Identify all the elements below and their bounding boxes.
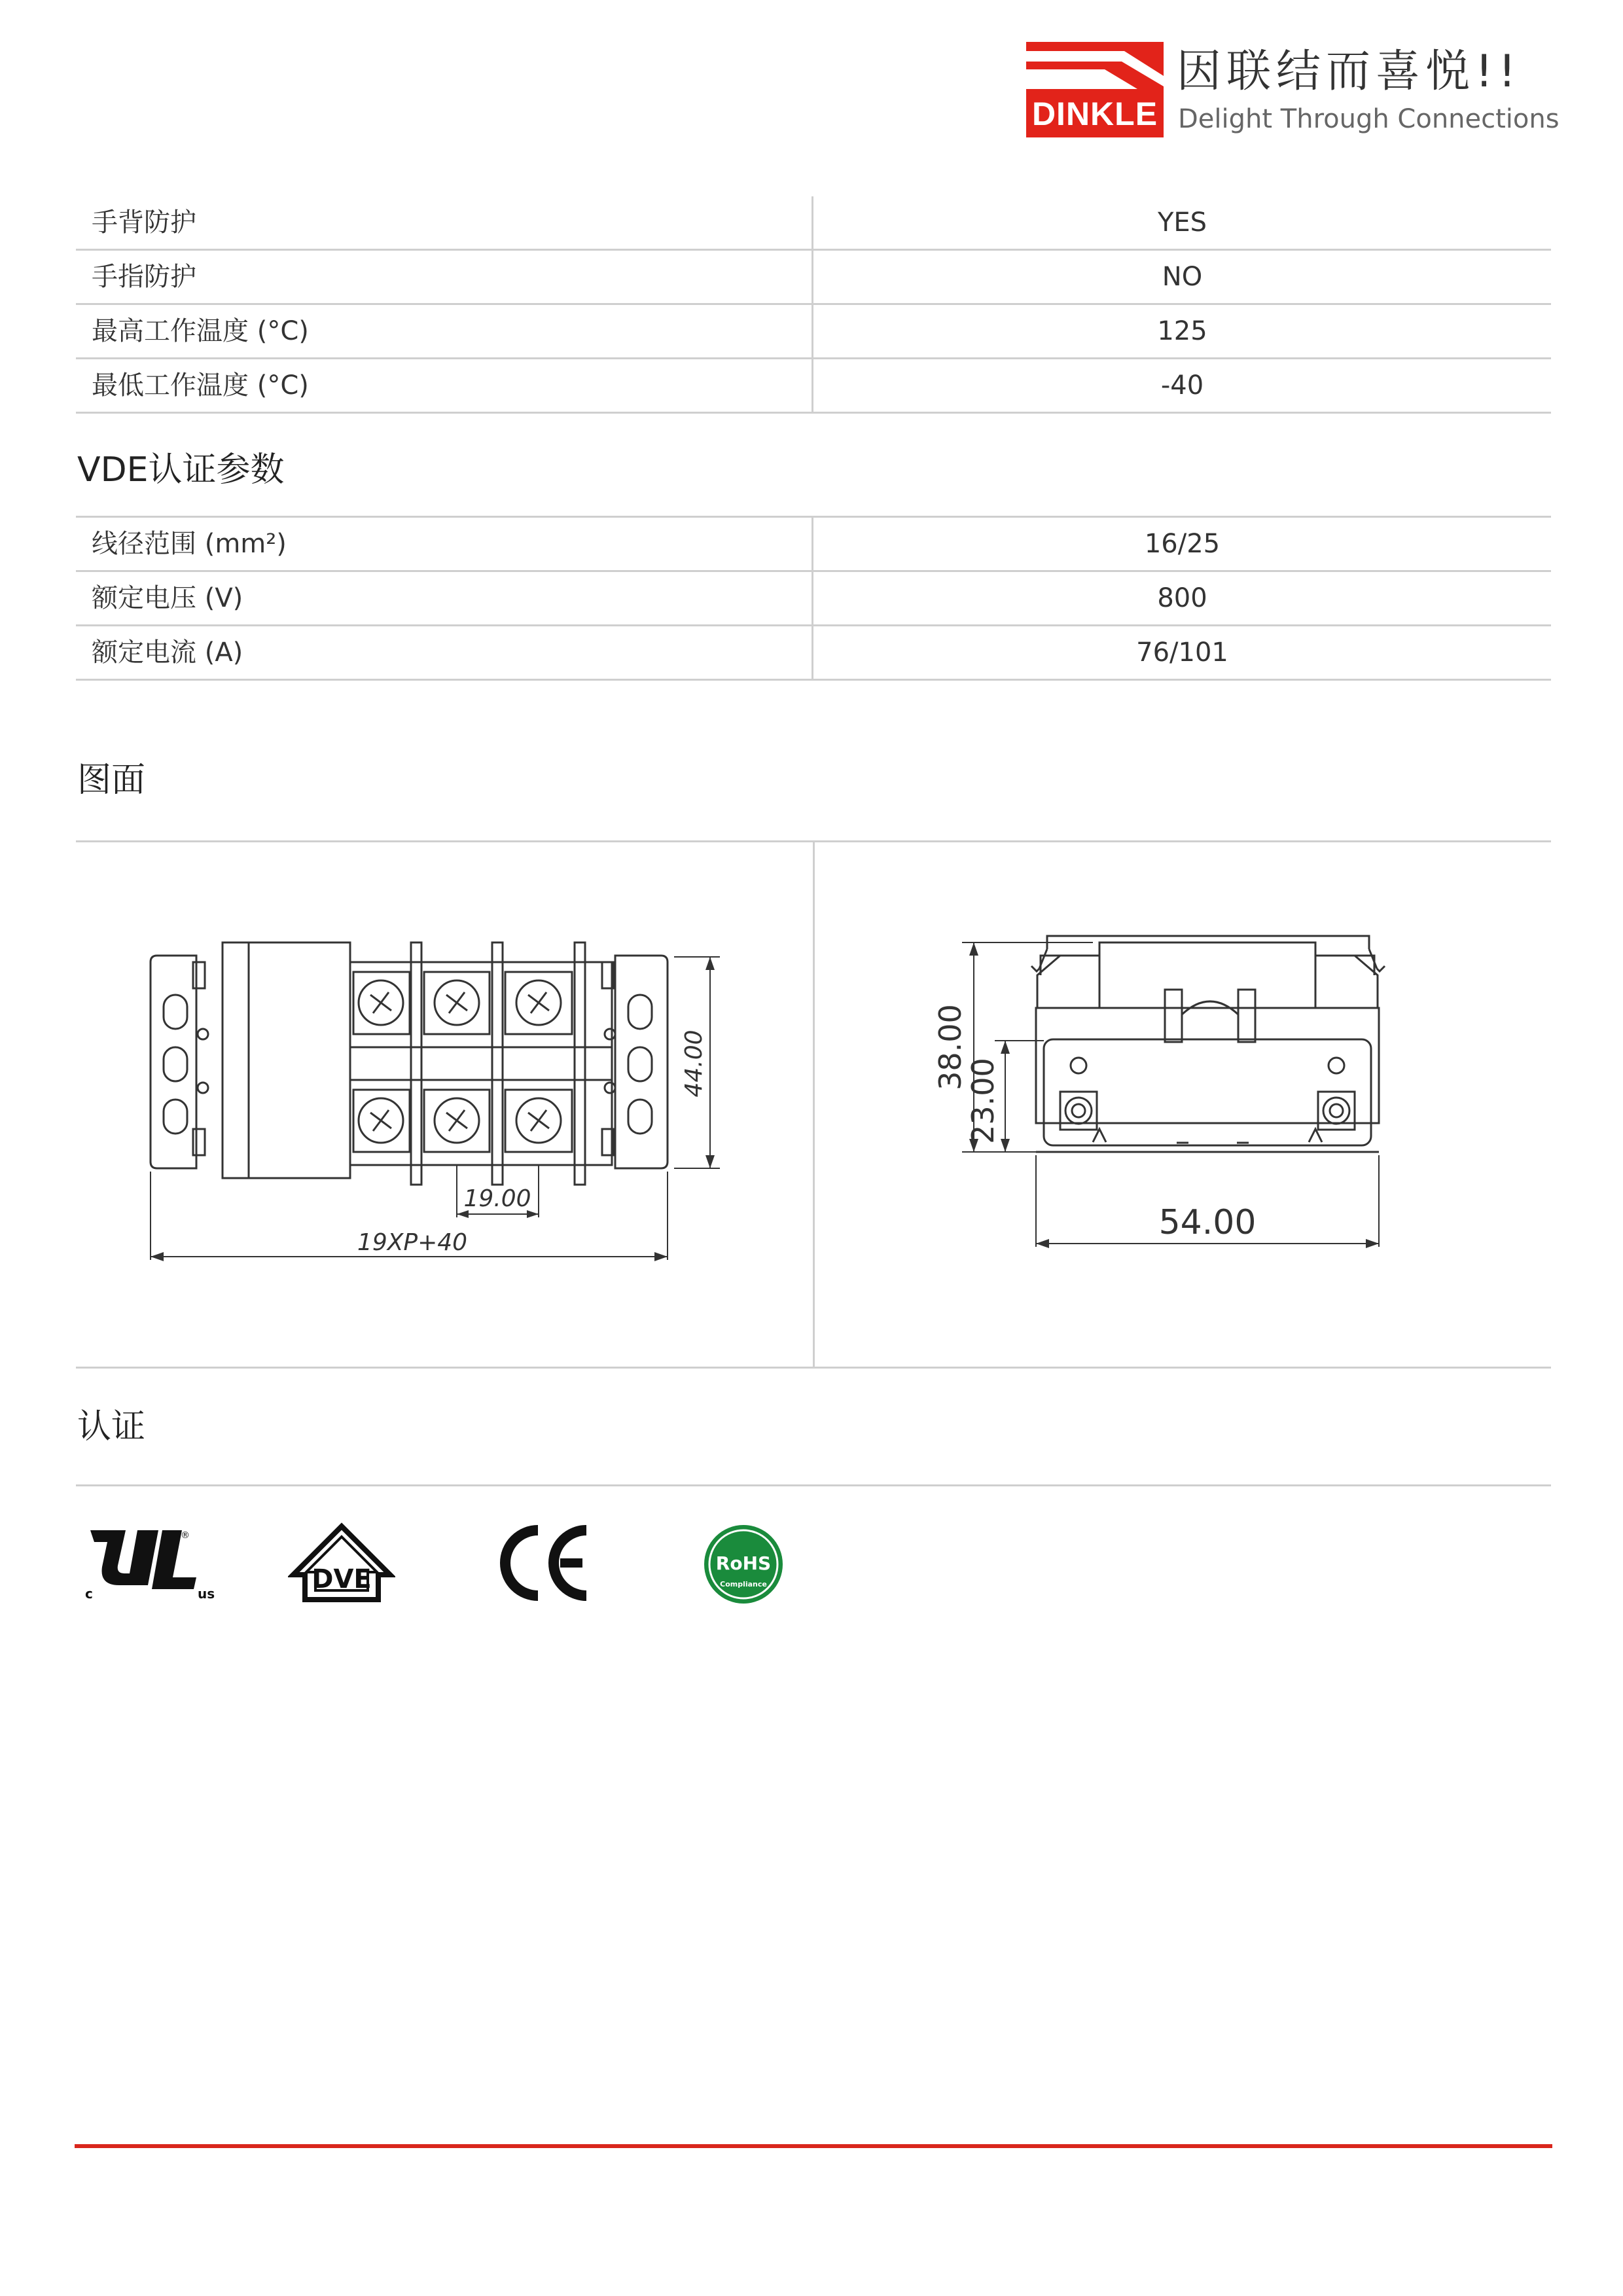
cert-section-title: 认证 — [77, 1407, 146, 1446]
dimension-label-total-height: 38.00 — [933, 1004, 968, 1090]
spec-value: YES — [813, 196, 1552, 250]
spec-value: 16/25 — [813, 517, 1552, 571]
spec-value: 800 — [813, 571, 1552, 626]
screw-icon — [424, 1090, 490, 1152]
screw-icon — [353, 1090, 410, 1152]
vde-spec-table — [76, 516, 1551, 681]
spec-value: NO — [813, 250, 1552, 304]
general-spec-table — [76, 196, 1551, 414]
spec-label: 额定电压 (V) — [76, 571, 813, 626]
spec-label: 线径范围 (mm²) — [76, 517, 813, 571]
spec-label: 手指防护 — [76, 250, 813, 304]
table-row — [76, 304, 1551, 359]
table-row — [76, 359, 1551, 413]
spec-label: 额定电流 (A) — [76, 626, 813, 680]
vde-icon — [288, 1522, 395, 1606]
table-row — [76, 517, 1551, 571]
ul-c-text: c — [85, 1586, 93, 1602]
divider — [76, 1484, 1551, 1486]
dimension-label-width: 54.00 — [1158, 1203, 1257, 1242]
spec-value: 125 — [813, 304, 1552, 359]
rohs-text: RoHS — [715, 1552, 772, 1574]
ul-us-text: us — [198, 1586, 215, 1602]
dimension-label-inner-height: 23.00 — [965, 1058, 1001, 1144]
rohs-subtext: Compliance — [720, 1580, 767, 1588]
spec-value: -40 — [813, 359, 1552, 413]
vde-letters: DVE — [312, 1564, 372, 1594]
table-row — [76, 196, 1551, 250]
logo-wordmark: DINKLE — [1031, 96, 1158, 132]
table-row — [76, 571, 1551, 626]
ce-icon — [497, 1522, 592, 1604]
footer-rule — [75, 2144, 1552, 2148]
spec-label: 最低工作温度 (°C) — [76, 359, 813, 413]
spec-label: 手背防护 — [76, 196, 813, 250]
slogan-chinese: 因联结而喜悦!! — [1177, 46, 1522, 98]
screw-icon — [505, 1090, 572, 1152]
ul-registered-text: ® — [181, 1530, 190, 1541]
screw-icon — [353, 972, 410, 1034]
table-row — [76, 626, 1551, 680]
screw-icon — [424, 972, 490, 1034]
rohs-icon — [702, 1522, 785, 1606]
spec-value: 76/101 — [813, 626, 1552, 680]
slogan-english: Delight Through Connections — [1178, 104, 1560, 134]
drawing-section-title: 图面 — [77, 761, 146, 800]
divider — [76, 1367, 1551, 1369]
dimension-label-length: 19XP+40 — [357, 1229, 468, 1256]
dimension-label-height: 44.00 — [681, 1030, 707, 1098]
dimension-label-pitch: 19.00 — [463, 1185, 531, 1212]
side-view-drawing — [897, 916, 1407, 1257]
divider — [813, 840, 815, 1368]
screw-icon — [505, 972, 572, 1034]
spec-label: 最高工作温度 (°C) — [76, 304, 813, 359]
vde-section-title: VDE认证参数 — [77, 450, 285, 490]
table-row — [76, 250, 1551, 304]
ul-recognized-icon — [81, 1525, 219, 1604]
top-view-drawing — [144, 916, 733, 1270]
